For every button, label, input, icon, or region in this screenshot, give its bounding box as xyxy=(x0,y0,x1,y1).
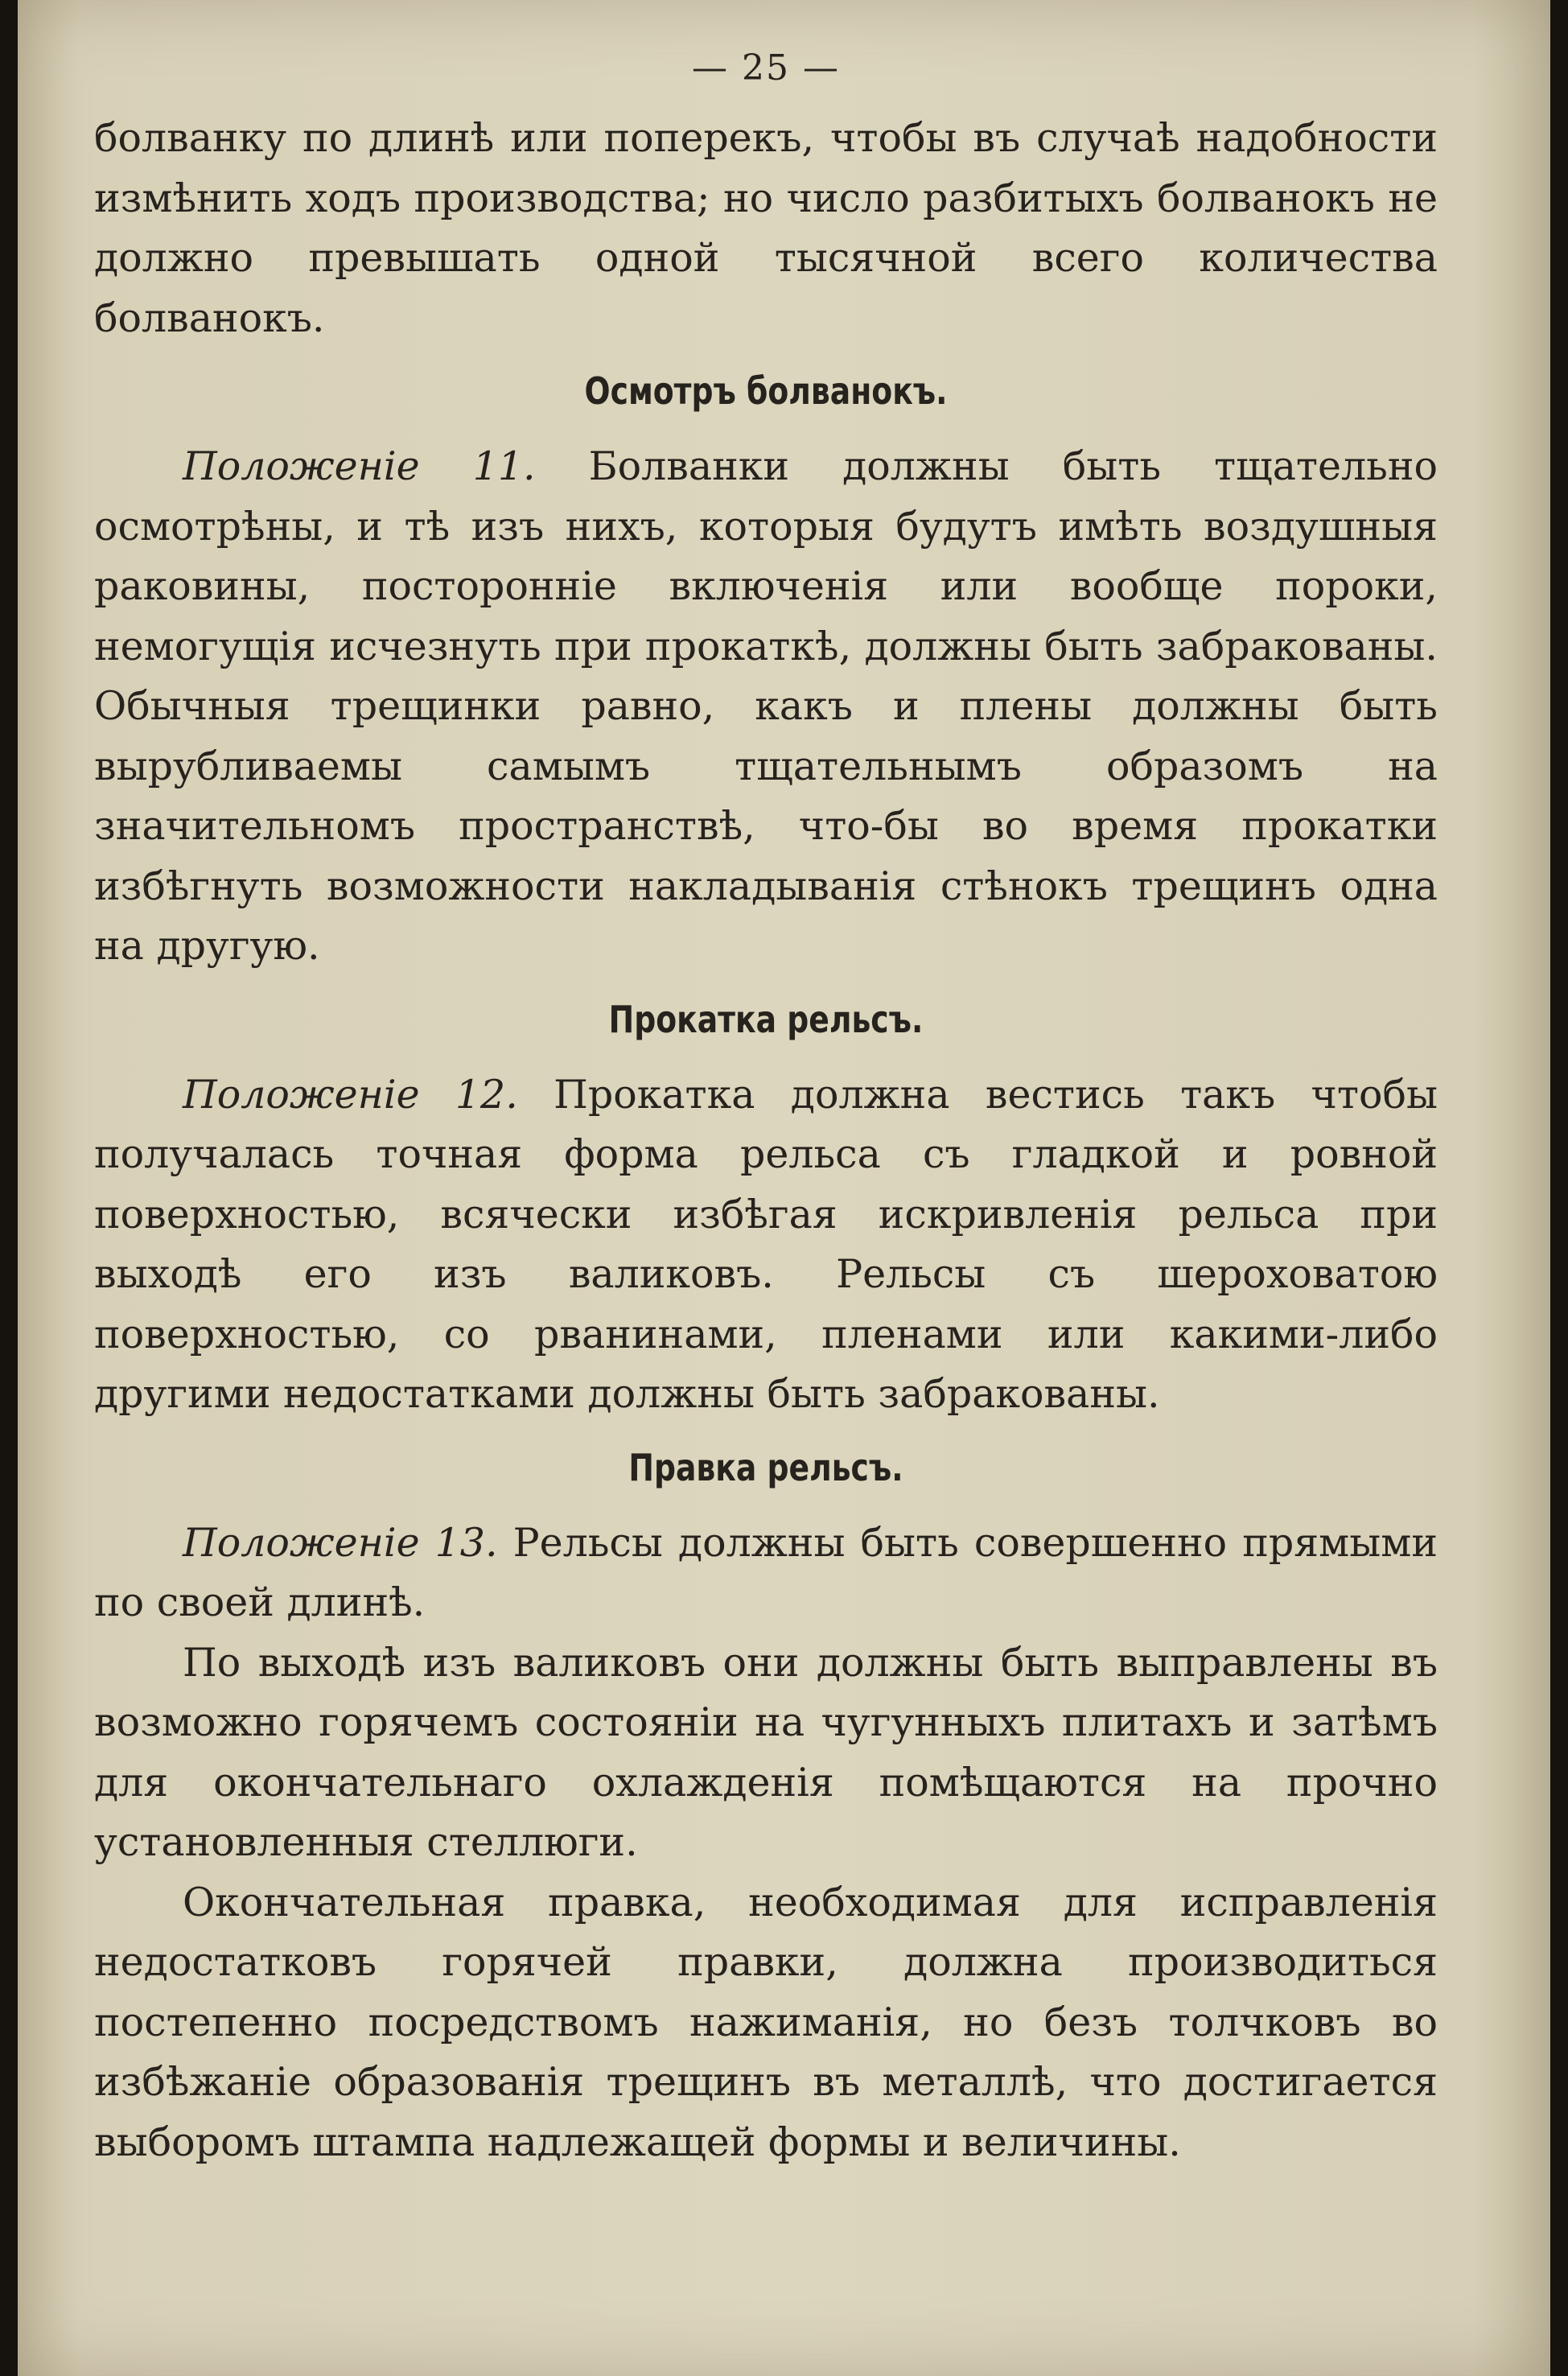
clause-label-13: Положеніе 13. xyxy=(183,1519,498,1566)
section-paragraph-straightening xyxy=(94,1513,1438,1633)
page-content xyxy=(94,44,1438,2172)
section-heading-rolling: Прокатка рельсъ. xyxy=(608,997,924,1041)
section-heading-inspection: Осмотръ болванокъ. xyxy=(584,369,948,413)
clause-text-13: Рельсы должны быть совершенно прямыми по своей длинѣ. xyxy=(94,1519,1438,1625)
clause-label-11: Положеніе 11. xyxy=(183,443,536,489)
section-paragraph-rolling xyxy=(94,1065,1438,1425)
intro-paragraph: болванку по длинѣ или поперекъ, чтобы въ случаѣ надобности измѣнить ходъ производства; но число разбитыхъ болванокъ не должно превышать одной тысячной всего количества болванокъ. xyxy=(94,115,1438,341)
page-number: — 25 — xyxy=(692,47,840,89)
book-page xyxy=(18,0,1550,2376)
section-paragraph-inspection xyxy=(94,437,1438,977)
clause-label-12: Положеніе 12. xyxy=(183,1071,518,1118)
straightening-paragraph-final: Окончательная правка, необходимая для исправленія недостатковъ горячей правки, должна производиться постепенно посредствомъ нажиманія, но безъ толчковъ во избѣжаніе образованія трещинъ въ металлѣ, что достигается выборомъ штампа надлежащей формы и величины. xyxy=(94,1879,1438,2165)
section-heading-straightening: Правка рельсъ. xyxy=(628,1445,903,1489)
clause-text-11: Болванки должны быть тщательно осмотрѣны, и тѣ изъ нихъ, которыя будутъ имѣть воздушныя раковины, посторонніе включенія или вообще пороки, немогущія исчезнуть при прокаткѣ, должны быть забракованы. Обычныя трещинки равно, какъ и плены должны быть вырубливаемы самымъ тщательнымъ образомъ на значительномъ пространствѣ, что-бы во время прокатки избѣгнуть возможности накладыванія стѣнокъ трещинъ одна на другую. xyxy=(94,443,1438,969)
clause-text-12: Прокатка должна вестись такъ чтобы получалась точная форма рельса съ гладкой и ровной поверхностью, всячески избѣгая искривленія рельса при выходѣ его изъ валиковъ. Рельсы съ шероховатою поверхностью, со рванинами, пленами или какими-либо другими недостатками должны быть забракованы. xyxy=(94,1071,1438,1417)
straightening-paragraph-hot: По выходѣ изъ валиковъ они должны быть выправлены въ возможно горячемъ состояніи на чугунныхъ плитахъ и затѣмъ для окончательнаго охлажденія помѣщаются на прочно установленныя стеллюги. xyxy=(94,1639,1438,1865)
